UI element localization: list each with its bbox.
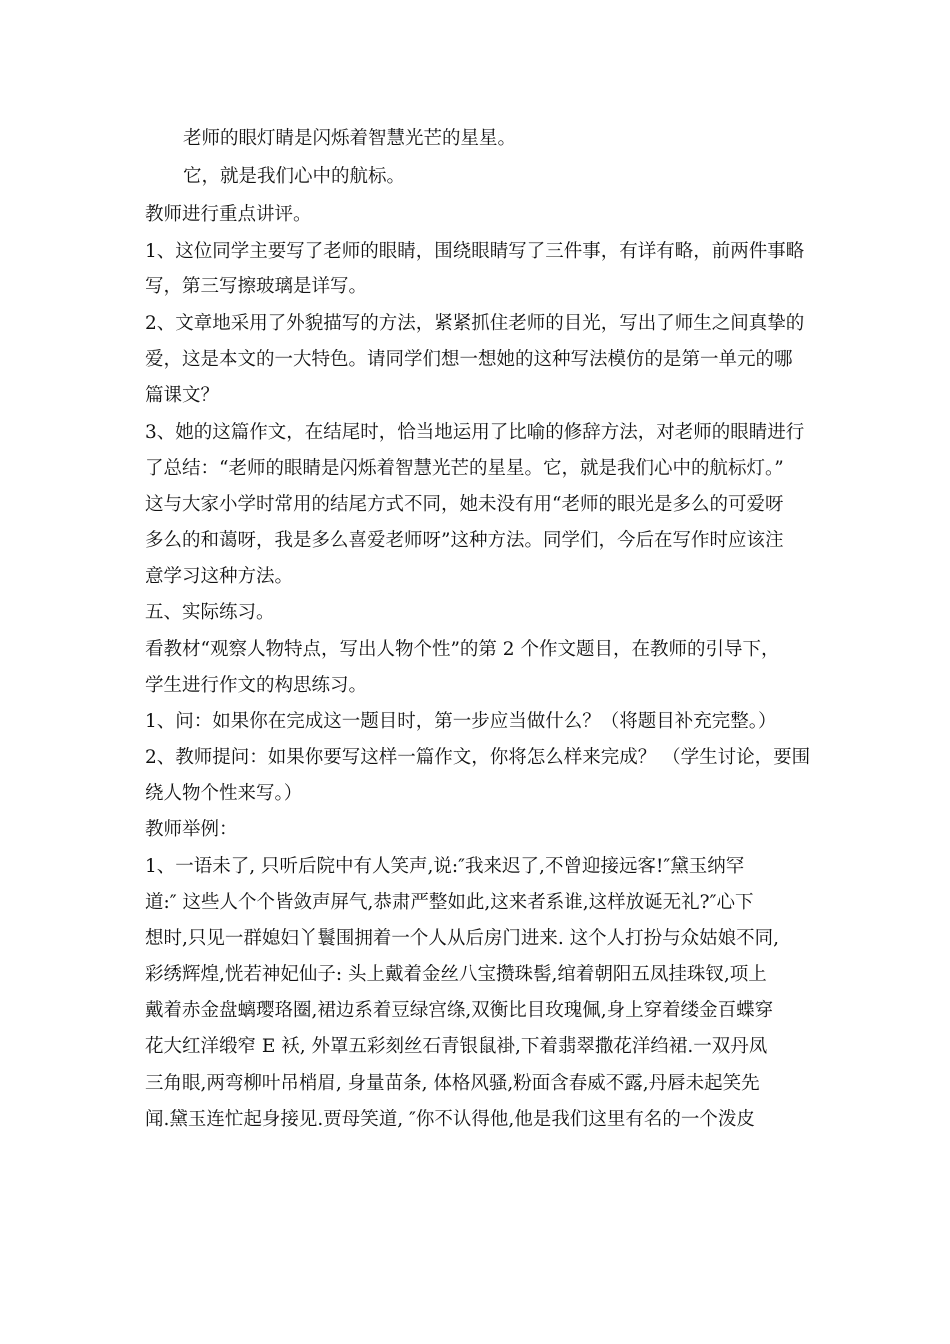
text-line: 爱，这是本文的一大特色。请同学们想一想她的这种写法模仿的是第一单元的哪 bbox=[145, 349, 793, 370]
text-line: 了总结：“老师的眼睛是闪烁着智慧光芒的星星。它，就是我们心中的航标灯。” bbox=[145, 458, 784, 479]
text-line: 闻.黛玉连忙起身接见.贾母笑道, ″你不认得他,他是我们这里有名的一个泼皮 bbox=[145, 1109, 755, 1130]
text-line: 篇课文？ bbox=[145, 385, 220, 406]
text-line: 道:″ 这些人个个皆敛声屏气,恭肃严整如此,这来者系谁,这样放诞无礼?″心下 bbox=[145, 892, 754, 913]
text-line: 教师举例： bbox=[145, 819, 238, 840]
text-line: 它，就是我们心中的航标。 bbox=[183, 166, 406, 187]
text-line: 写，第三写擦玻璃是详写。 bbox=[145, 276, 368, 297]
text-line: 老师的眼灯睛是闪烁着智慧光芒的星星。 bbox=[183, 128, 517, 149]
text-line: 2、教师提问：如果你要写这样一篇作文，你将怎么样来完成？ （学生讨论，要围 bbox=[145, 747, 810, 768]
text-line: 这与大家小学时常用的结尾方式不同，她未没有用“老师的眼光是多么的可爱呀 bbox=[145, 494, 784, 515]
text-line: 花大红洋缎窄 E 袄, 外罩五彩刻丝石青银鼠褂,下着翡翠撒花洋绉裙.一双丹凤 bbox=[145, 1036, 768, 1057]
text-line: 五、实际练习。 bbox=[145, 602, 275, 623]
text-line: 1、一语未了, 只听后院中有人笑声,说:″我来迟了,不曾迎接远客!″黛玉纳罕 bbox=[145, 856, 745, 877]
text-line: 绕人物个性来写。） bbox=[145, 783, 303, 804]
text-line: 想时,只见一群媳妇丫鬟围拥着一个人从后房门进来. 这个人打扮与众姑娘不同, bbox=[145, 928, 780, 949]
text-line: 彩绣辉煌,恍若神妃仙子: 头上戴着金丝八宝攒珠髻,绾着朝阳五凤挂珠钗,项上 bbox=[145, 964, 767, 985]
text-line: 1、这位同学主要写了老师的眼睛，围绕眼睛写了三件事，有详有略，前两件事略 bbox=[145, 241, 805, 262]
text-line: 1、问：如果你在完成这一题目时，第一步应当做什么？（将题目补充完整。） bbox=[145, 711, 777, 732]
text-line: 教师进行重点讲评。 bbox=[145, 204, 312, 225]
text-line: 看教材“观察人物特点，写出人物个性”的第 2 个作文题目，在教师的引导下， bbox=[145, 639, 780, 660]
text-line: 多么的和蔼呀，我是多么喜爱老师呀”这种方法。同学们，今后在写作时应该注 bbox=[145, 530, 784, 551]
text-line: 2、文章地采用了外貌描写的方法，紧紧抓住老师的目光，写出了师生之间真挚的 bbox=[145, 313, 805, 334]
text-line: 学生进行作文的构思练习。 bbox=[145, 675, 368, 696]
text-line: 三角眼,两弯柳叶吊梢眉, 身量苗条, 体格风骚,粉面含春威不露,丹唇未起笑先 bbox=[145, 1073, 760, 1094]
text-line: 3、她的这篇作文，在结尾时，恰当地运用了比喻的修辞方法，对老师的眼睛进行 bbox=[145, 422, 805, 443]
text-line: 意学习这种方法。 bbox=[145, 566, 294, 587]
text-line: 戴着赤金盘螭璎珞圈,裙边系着豆绿宫绦,双衡比目玫瑰佩,身上穿着缕金百蝶穿 bbox=[145, 1000, 774, 1021]
